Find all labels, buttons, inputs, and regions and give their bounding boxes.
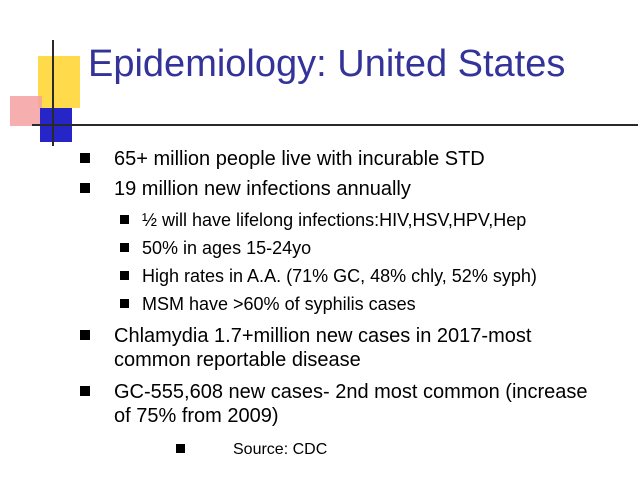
bullet-item [80,380,588,428]
bullet-square-icon [120,271,129,280]
bullet-item [80,147,485,171]
bullet-square-icon [80,183,90,193]
bullet-item [80,324,531,372]
decorative-yellow-block [38,56,80,108]
bullet-text-line1: Chlamydia 1.7+million new cases in 2017-most [114,325,532,347]
bullet-square-icon [120,243,129,252]
sub-bullet-item [120,264,537,288]
decorative-vertical-line [52,40,54,146]
sub-bullet-item [120,208,526,232]
bullet-square-icon [80,386,90,396]
bullet-text: 50% in ages 15-24yo [142,238,312,258]
title-underline [32,124,638,126]
source-item [176,438,327,462]
bullet-text: ½ will have lifelong infections:HIV,HSV,HPV,Hep [142,210,527,230]
bullet-text: 65+ million people live with incurable STD [114,148,485,170]
decorative-red-block [10,96,42,126]
slide-title: Epidemiology: United States [88,43,566,85]
bullet-text-line2: of 75% from 2009) [114,405,279,427]
bullet-square-icon [80,330,90,340]
bullet-text: High rates in A.A. (71% GC, 48% chly, 52% syph) [142,266,537,286]
bullet-square-icon [120,299,129,308]
source-text: Source: CDC [233,441,328,458]
bullet-text: 19 million new infections annually [114,178,411,200]
bullet-text-line2: common reportable disease [114,349,361,371]
bullet-text-line1: GC-555,608 new cases- 2nd most common (increase [114,381,588,403]
bullet-square-icon [176,444,185,453]
bullet-item [80,177,411,201]
bullet-text: MSM have >60% of syphilis cases [142,294,416,314]
sub-bullet-item [120,292,416,316]
bullet-square-icon [120,215,129,224]
bullet-square-icon [80,153,90,163]
sub-bullet-item [120,236,311,260]
